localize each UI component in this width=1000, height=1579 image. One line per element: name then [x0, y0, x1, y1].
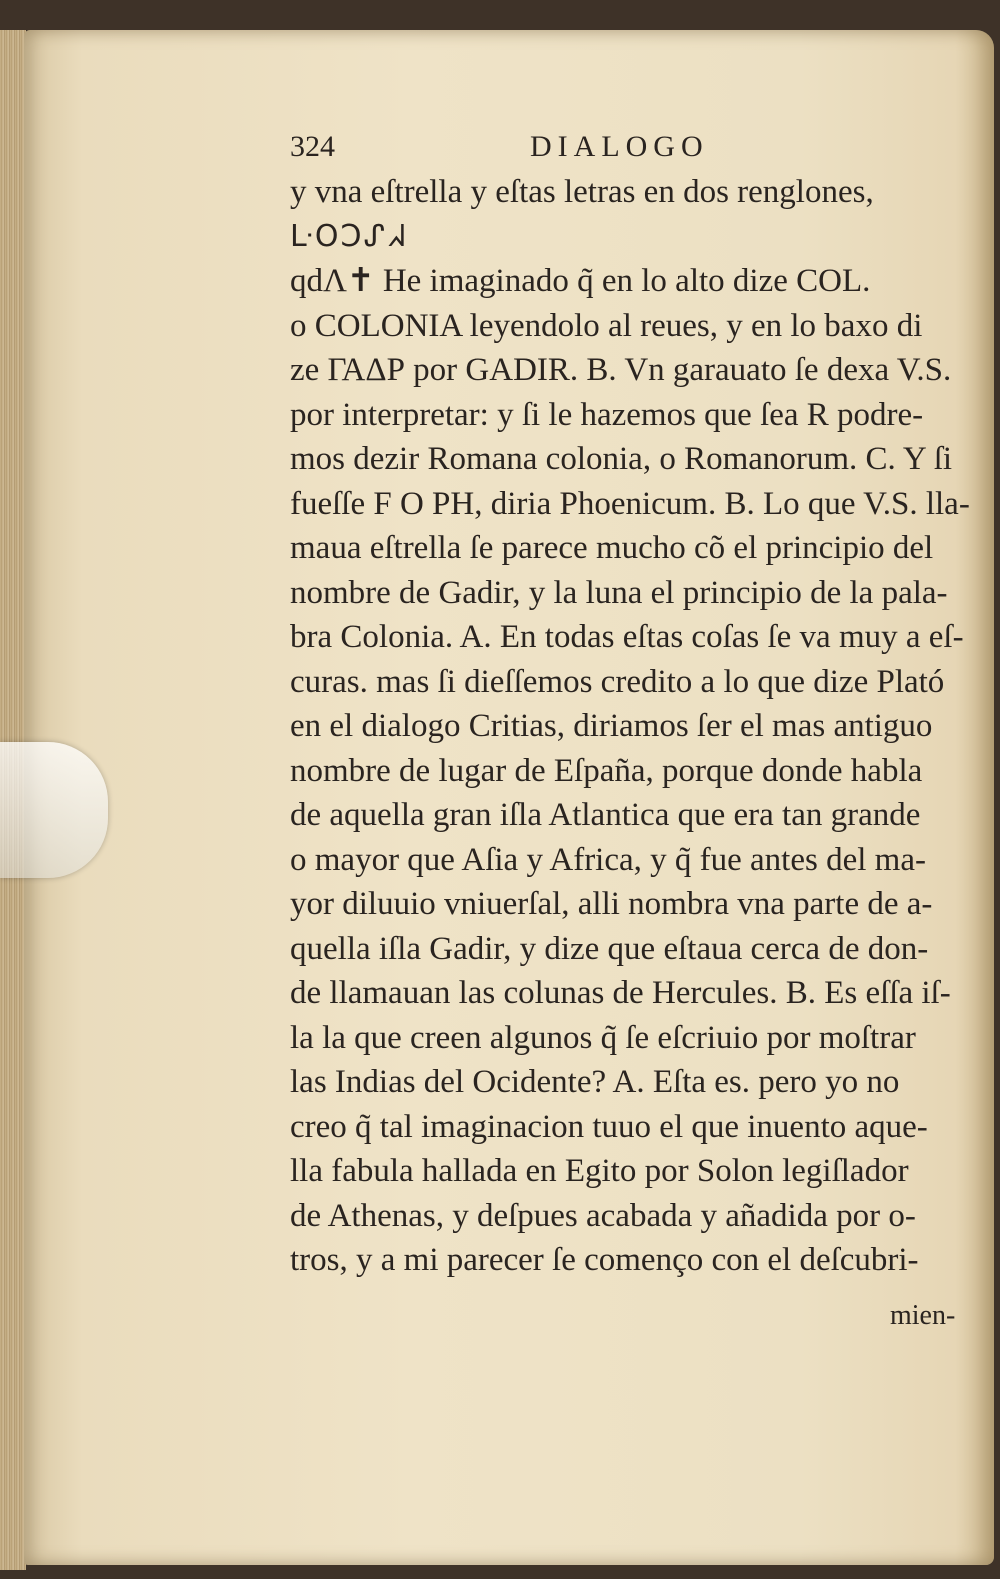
text-line-2: qdΛ✝ He imaginado q̃ en lo alto dize COL.	[290, 263, 871, 299]
text-line-4: ze ΓΑΔΡ por GADIR. B. Vn garauato ſe dexa V.S.	[290, 352, 952, 388]
text-line-19: la la que creen algunos q̃ ſe eſcriuio por moſtrar	[290, 1019, 916, 1056]
text-line-5: por interpretar: y ſi le hazemos que ſea R podre-	[290, 396, 924, 433]
text-line-3: o COLONIA leyendolo al reues, y en lo baxo di	[290, 307, 923, 344]
text-line-13: nombre de lugar de Eſpaña, porque donde habla	[290, 752, 923, 789]
text-line-17: quella iſla Gadir, y dize que eſtaua cerca de don-	[290, 930, 929, 967]
page-header	[290, 130, 980, 170]
text-line-22: lla fabula hallada en Egito por Solon legiſlador	[290, 1153, 909, 1189]
page-clip	[0, 742, 108, 878]
text-line-14: de aquella gran iſla Atlantica que era tan grande	[290, 797, 921, 833]
text-line-1: y vna eſtrella y eſtas letras en dos renglones,	[290, 174, 874, 210]
glyph-line: ᒷOϽᔑᖽ	[290, 218, 407, 254]
text-line-20: las Indias del Ocidente? A. Eſta es. pero yo no	[290, 1064, 900, 1100]
text-line-9: nombre de Gadir, y la luna el principio de la pala-	[290, 574, 948, 611]
text-line-12: en el dialogo Critias, diriamos ſer el mas antiguo	[290, 708, 933, 744]
text-line-21: creo q̃ tal imaginacion tuuo el que inuento aque-	[290, 1108, 928, 1145]
text-line-8: maua eſtrella ſe parece mucho cõ el principio del	[290, 530, 934, 566]
catchword: mien-	[890, 1300, 956, 1331]
text-line-10: bra Colonia. A. En todas eſtas coſas ſe va muy a eſ-	[290, 619, 964, 655]
text-line-23: de Athenas, y deſpues acabada y añadida por o-	[290, 1197, 916, 1234]
page-text	[290, 130, 980, 1283]
text-line-24: tros, y a mi parecer ſe començo con el deſcubri-	[290, 1242, 919, 1278]
text-line-6: mos dezir Romana colonia, o Romanorum. C. Y ſi	[290, 441, 953, 477]
running-head: DIALOGO	[530, 130, 709, 163]
text-line-7: fueſſe F O PH, diria Phoenicum. B. Lo que V.S. lla-	[290, 485, 970, 522]
text-line-16: yor diluuio vniuerſal, alli nombra vna parte de a-	[290, 886, 933, 922]
text-line-18: de llamauan las colunas de Hercules. B. Es eſſa iſ-	[290, 975, 951, 1011]
text-line-11: curas. mas ſi dieſſemos credito a lo que dize Plató	[290, 663, 945, 700]
text-line-15: o mayor que Aſia y Africa, y q̃ fue antes del ma-	[290, 841, 926, 878]
page-number: 324	[290, 130, 335, 163]
